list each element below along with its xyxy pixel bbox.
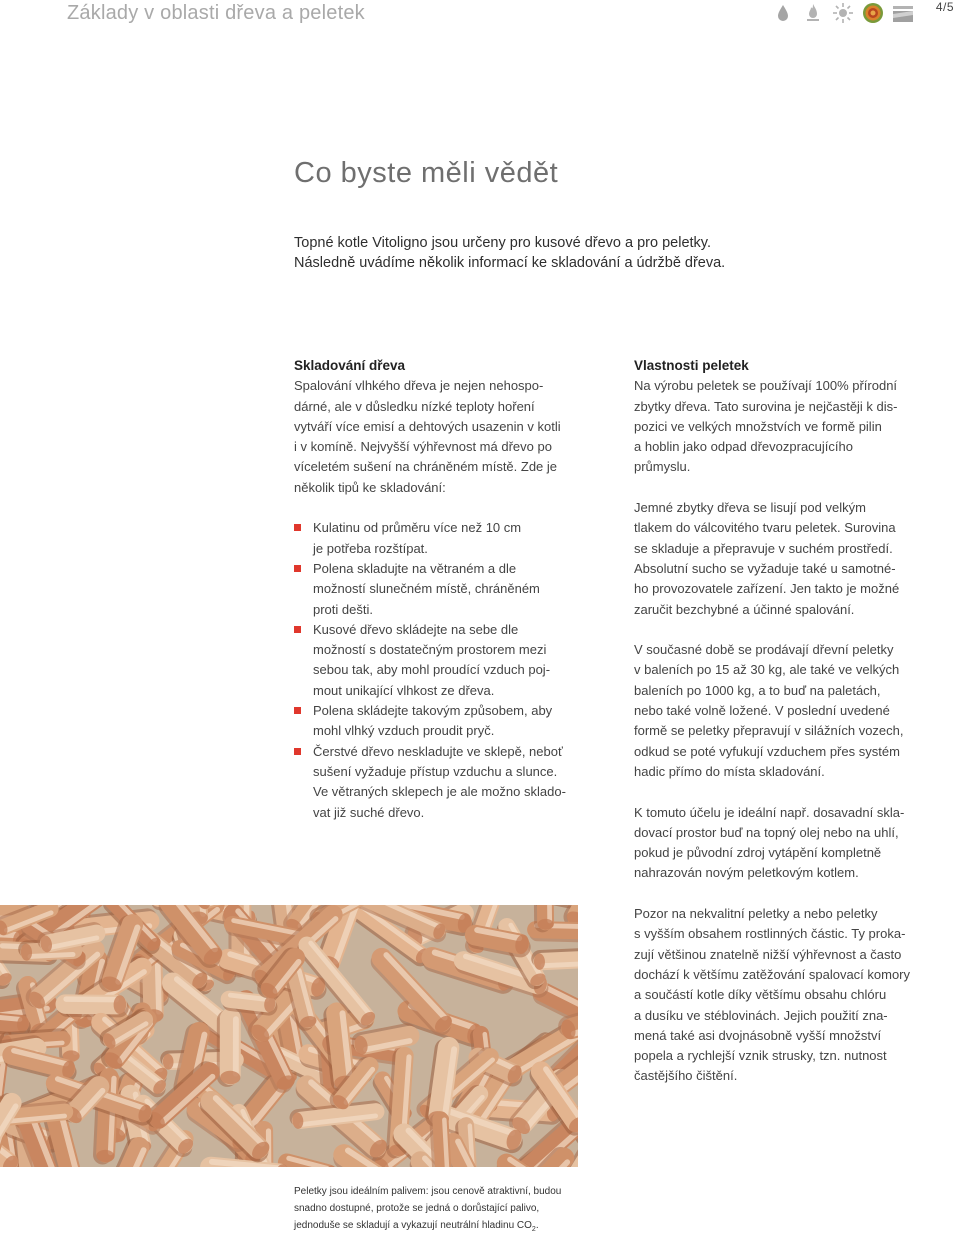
text-line: se skladuje a přepravuje v suchém prostředí. xyxy=(634,540,893,556)
pellet xyxy=(533,905,554,932)
text-line: a hoblin jako odpad dřevozpracujícího xyxy=(634,439,853,455)
ground-heat-icon xyxy=(892,2,914,24)
flame-icon xyxy=(802,2,824,24)
list-item xyxy=(294,620,584,701)
pellet xyxy=(275,1151,341,1167)
text-line: Čerstvé dřevo neskladujte ve sklepě, neboť xyxy=(313,743,563,759)
text-line: zují většinou znatelně nižší výhřevnost a často xyxy=(634,946,902,962)
wood-storage-section xyxy=(294,356,584,823)
caption-line: snadno dostupné, protože se jedná o dorůstající palivo, xyxy=(294,1202,540,1214)
text-line: a dusíku ve stéblovinách. Jejich použití zna- xyxy=(634,1007,888,1023)
text-line: pozici ve velkých množstvích ve formě pilin xyxy=(634,418,882,434)
text-line: Polena skladujte na větraném a dle xyxy=(313,560,517,576)
text-line: nahrazován novým peletkovým kotlem. xyxy=(634,865,859,881)
text-line: sebou tak, aby mohl proudící vzduch poj- xyxy=(313,662,551,678)
text-line: Spalování vlhkého dřeva je nejen nehospo- xyxy=(294,378,544,394)
caption-line-end: . xyxy=(535,1219,539,1231)
text-line: Polena skládejte takovým způsobem, aby xyxy=(313,703,553,719)
pellet xyxy=(55,994,129,1017)
text-line: možností s dostatečným prostorem mezi xyxy=(313,642,547,658)
pellet xyxy=(217,1008,241,1087)
pellet xyxy=(531,946,578,971)
text-line: mout unikající vlhkost ze dřeva. xyxy=(313,682,495,698)
text-line: Kusové dřevo skládejte na sebe dle xyxy=(313,621,519,637)
text-line: ho provozovatele zařízení. Jen takto je možné xyxy=(634,581,900,597)
text-line: sušení vyžaduje přístup vzduchu a slunce. xyxy=(313,763,558,779)
text-line: popela a rychlejší vznik strusky, tzn. nutnost xyxy=(634,1048,887,1064)
paragraph xyxy=(634,803,929,884)
text-line: víceletém sušení na chráněném místě. Zde je xyxy=(294,459,558,475)
caption-line: jednoduše se skladují a vykazují neutrální hladinu CO xyxy=(294,1219,532,1231)
page-title: Co byste měli vědět xyxy=(294,157,559,189)
text-line: i v komíně. Nejvyšší výhřevnost má dřevo po xyxy=(294,439,552,455)
text-line: tlakem do válcovitého tvaru peletek. Surovina xyxy=(634,520,896,536)
list-item xyxy=(294,518,584,559)
text-line: mená také asi dvojnásobně vyšší množství xyxy=(634,1027,882,1043)
text-line: dochází k většímu zatěžování spalovací komory xyxy=(634,966,911,982)
header-title: Základy v oblasti dřeva a peletek xyxy=(67,2,365,24)
photo-caption xyxy=(294,1184,594,1238)
text-line: mohl vlhký vzduch proudit pryč. xyxy=(313,723,495,739)
caption-subscript: 2 xyxy=(531,1225,536,1233)
text-line: dovací prostor buď na topný olej nebo na uhlí, xyxy=(634,824,899,840)
pellet-properties-heading: Vlastnosti peletek xyxy=(634,358,749,373)
text-line: častějšího čištění. xyxy=(634,1068,738,1084)
drop-icon xyxy=(772,2,794,24)
text-line: nebo také volně ložené. V poslední uvedené xyxy=(634,703,890,719)
intro-line: Následně uvádíme několik informací ke skladování a údržbě dřeva. xyxy=(294,255,726,271)
text-line: Ve větraných sklepech je ale možno sklado- xyxy=(313,784,566,800)
text-line: je potřeba rozštípat. xyxy=(313,540,428,556)
paragraph xyxy=(634,904,929,1087)
text-line: s vyšším obsahem rostlinných částic. Ty proka- xyxy=(634,926,906,942)
paragraph xyxy=(634,498,929,620)
wood-pellets-photo xyxy=(0,905,578,1167)
paragraph xyxy=(634,640,929,782)
text-line: průmyslu. xyxy=(634,459,691,475)
text-line: dárné, ale v důsledku nízké teploty hoření xyxy=(294,398,535,414)
text-line: V současné době se prodávají dřevní peletky xyxy=(634,642,894,658)
energy-icons xyxy=(772,2,914,24)
wood-storage-heading: Skladování dřeva xyxy=(294,358,406,373)
sun-icon xyxy=(832,2,854,24)
text-line: a součástí kotle díky většímu obsahu chlóru xyxy=(634,987,887,1003)
bullet-square-icon xyxy=(294,748,301,755)
bullet-square-icon xyxy=(294,707,301,714)
pellet-properties-section xyxy=(634,356,929,1087)
bullet-square-icon xyxy=(294,565,301,572)
paragraph xyxy=(634,376,929,477)
page-number: 4/5 xyxy=(935,0,954,14)
list-item xyxy=(294,559,584,620)
text-line: K tomuto účelu je ideální např. dosavadní skla- xyxy=(634,804,905,820)
text-line: odkud se poté vyfukují vzduchem přes systém xyxy=(634,743,900,759)
text-line: v baleních po 15 až 30 kg, ale také ve velkých xyxy=(634,662,900,678)
text-line: Na výrobu peletek se používají 100% přírodní xyxy=(634,378,898,394)
caption-line: Peletky jsou ideálním palivem: jsou cenově atraktivní, budou xyxy=(294,1186,562,1197)
text-line: Pozor na nekvalitní peletky a nebo peletky xyxy=(634,906,878,922)
list-item xyxy=(294,701,584,742)
bullet-square-icon xyxy=(294,524,301,531)
text-line: pokud je původní zdroj vytápění kompletně xyxy=(634,845,882,861)
intro-line: Topné kotle Vitoligno jsou určeny pro kusové dřevo a pro peletky. xyxy=(294,235,711,251)
text-line: zbytky dřeva. Tato surovina je nejčastěji k dis- xyxy=(634,398,898,414)
text-line: vytváří více emisí a dehtových usazenin v kotli xyxy=(294,418,561,434)
pellets-image xyxy=(0,905,578,1167)
text-line: možností slunečném místě, chráněném xyxy=(313,581,540,597)
storage-tips-list xyxy=(294,518,584,822)
wood-storage-paragraph xyxy=(294,376,584,498)
text-line: vat již suché dřevo. xyxy=(313,804,425,820)
text-line: Absolutní sucho se vyžaduje také u samotné- xyxy=(634,560,896,576)
intro-text xyxy=(294,233,854,273)
text-line: Jemné zbytky dřeva se lisují pod velkým xyxy=(634,500,866,516)
text-line: Kulatinu od průměru více než 10 cm xyxy=(313,520,522,536)
list-item xyxy=(294,742,584,823)
bullet-square-icon xyxy=(294,626,301,633)
text-line: baleních po 1000 kg, a to buď na paletách, xyxy=(634,682,881,698)
text-line: proti dešti. xyxy=(313,601,373,617)
text-line: několik tipů ke skladování: xyxy=(294,479,446,495)
wood-ring-icon xyxy=(862,2,884,24)
text-line: formě se peletky přepravují v silážních vozech, xyxy=(634,723,904,739)
text-line: hadic přímo do místa skladování. xyxy=(634,763,825,779)
text-line: zaručit bezchybné a účinné spalování. xyxy=(634,601,855,617)
